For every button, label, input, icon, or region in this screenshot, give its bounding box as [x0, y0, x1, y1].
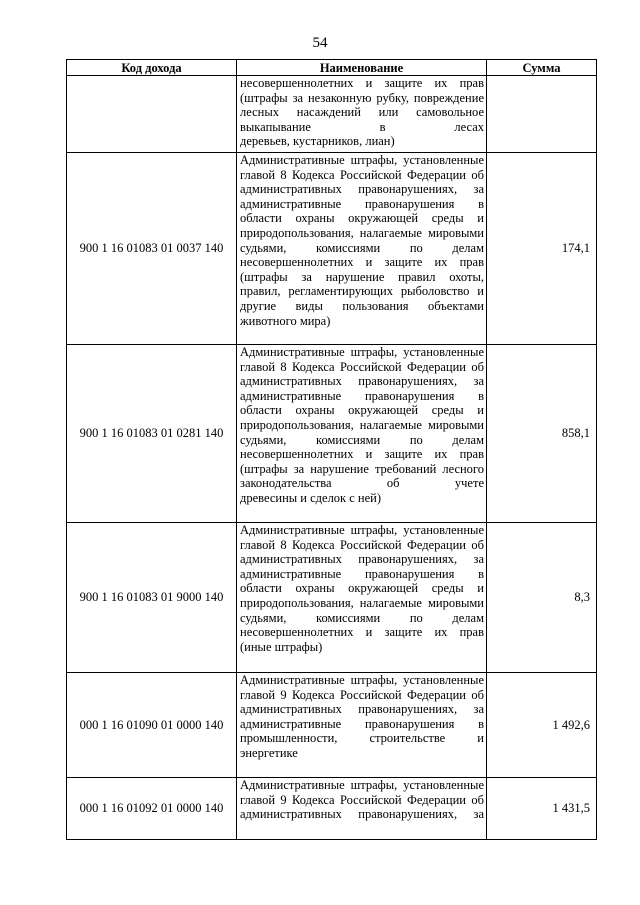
income-name-last-line: животного мира): [240, 313, 331, 328]
income-name-last-line: (иные штрафы): [240, 639, 323, 654]
table-row: [67, 673, 597, 778]
income-code-cell: [67, 76, 237, 153]
income-name-text: Административные штрафы, установленные главой 8 Кодекса Российской Федерации об административных правонарушениях, за административные правонарушения в области охраны окружающей среды и природопользования, налагаемые мировыми судьями, комиссиями по делам несовершеннолетних и защите их прав: [240, 523, 484, 640]
income-code-cell: 900 1 16 01083 01 0037 140: [67, 153, 237, 345]
page-number: 54: [312, 35, 328, 51]
income-name-cell: [237, 523, 487, 673]
income-code-cell: 000 1 16 01092 01 0000 140: [67, 778, 237, 840]
income-sum-cell: 1 431,5: [487, 778, 597, 840]
table-row: [67, 523, 597, 673]
income-name-text: Административные штрафы, установленные главой 9 Кодекса Российской Федерации об административных правонарушениях, за: [240, 778, 484, 822]
income-name-cell: [237, 76, 487, 153]
column-header-name: Наименование: [237, 60, 487, 76]
income-name-last-line: энергетике: [240, 745, 298, 760]
income-code-cell: 900 1 16 01083 01 9000 140: [67, 523, 237, 673]
income-sum-cell: [487, 76, 597, 153]
income-name-text: Административные штрафы, установленные главой 8 Кодекса Российской Федерации об административных правонарушениях, за административные правонарушения в области охраны окружающей среды и природопользования, налагаемые мировыми судьями, комиссиями по делам несовершеннолетних и защите их прав (штрафы за нарушение правил охоты, правил, регламентирующих рыболовство и другие виды пользования объектами: [240, 153, 484, 313]
income-sum-cell: 8,3: [487, 523, 597, 673]
table-row: [67, 76, 597, 153]
table-header-row: [67, 60, 597, 76]
column-header-sum: Сумма: [487, 60, 597, 76]
income-name-text: Административные штрафы, установленные главой 8 Кодекса Российской Федерации об административных правонарушениях, за административные правонарушения в области охраны окружающей среды и природопользования, налагаемые мировыми судьями, комиссиями по делам несовершеннолетних и защите их прав (штрафы за нарушение требований лесного законодательства об учете: [240, 345, 484, 491]
income-name-text: несовершеннолетних и защите их прав (штрафы за незаконную рубку, повреждение лесных насаждений или самовольное выкапывание в лесах: [240, 76, 484, 134]
column-header-code: Код дохода: [67, 60, 237, 76]
income-name-last-line: древесины и сделок с ней): [240, 490, 382, 505]
income-name-cell: [237, 153, 487, 345]
income-sum-cell: 858,1: [487, 345, 597, 523]
table-row: [67, 778, 597, 840]
revenue-table: [66, 59, 597, 840]
income-name-cell: [237, 673, 487, 778]
income-name-cell: [237, 345, 487, 523]
table-row: [67, 345, 597, 523]
income-name-text: Административные штрафы, установленные главой 9 Кодекса Российской Федерации об административных правонарушениях, за административные правонарушения в промышленности, строительстве и: [240, 673, 484, 746]
income-code-cell: 000 1 16 01090 01 0000 140: [67, 673, 237, 778]
income-name-last-line: деревьев, кустарников, лиан): [240, 134, 395, 149]
income-sum-cell: 174,1: [487, 153, 597, 345]
table-row: [67, 153, 597, 345]
income-sum-cell: 1 492,6: [487, 673, 597, 778]
income-code-cell: 900 1 16 01083 01 0281 140: [67, 345, 237, 523]
income-name-cell: [237, 778, 487, 840]
